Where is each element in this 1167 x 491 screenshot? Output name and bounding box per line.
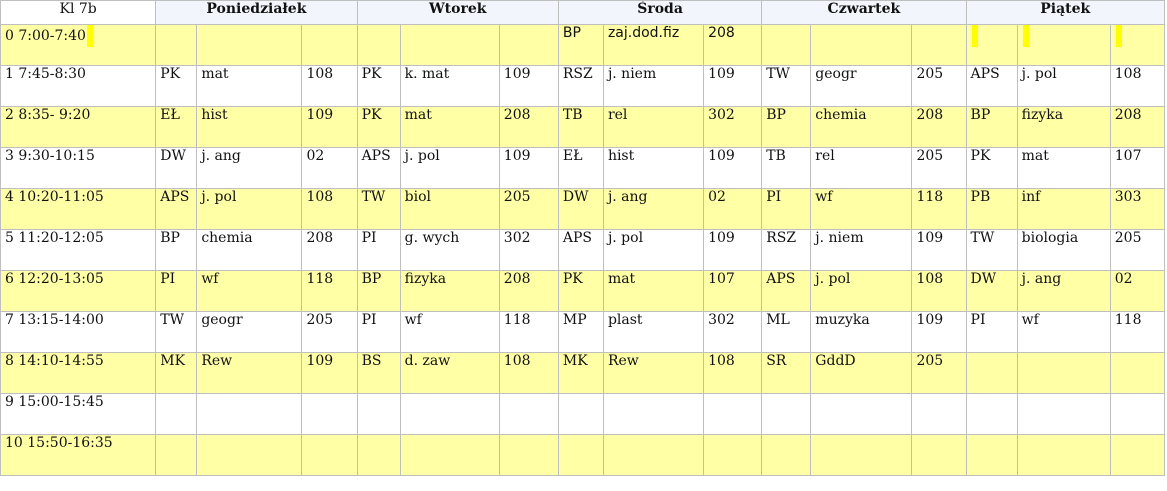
lesson-teacher-wednesday: DW — [558, 189, 603, 230]
lesson-subject-tuesday — [400, 25, 499, 66]
lesson-room-wednesday: 302 — [704, 107, 762, 148]
lesson-room-tuesday: 205 — [499, 189, 558, 230]
lesson-subject-thursday: j. pol — [811, 271, 912, 312]
lesson-subject-thursday — [811, 394, 912, 435]
lesson-teacher-wednesday: APS — [558, 230, 603, 271]
lesson-subject-wednesday: mat — [603, 271, 703, 312]
lesson-time — [1, 271, 156, 312]
lesson-subject-tuesday: j. pol — [400, 148, 499, 189]
lesson-room-monday: 109 — [302, 107, 357, 148]
lesson-subject-wednesday — [603, 435, 703, 476]
day-header-thursday: Czwartek — [762, 1, 966, 25]
lesson-teacher-thursday: ML — [762, 312, 811, 353]
lesson-room-friday: 107 — [1110, 148, 1164, 189]
lesson-room-wednesday: 109 — [704, 66, 762, 107]
lesson-room-thursday: 208 — [912, 107, 966, 148]
lesson-time — [1, 353, 156, 394]
lesson-time-label: 7 13:15-14:00 — [5, 312, 104, 328]
lesson-teacher-tuesday: PK — [357, 107, 400, 148]
lesson-room-friday: 205 — [1110, 230, 1164, 271]
lesson-teacher-monday — [156, 394, 197, 435]
day-header-wednesday: Środa — [558, 1, 761, 25]
lesson-subject-friday: inf — [1017, 189, 1110, 230]
lesson-subject-friday: j. ang — [1017, 271, 1110, 312]
highlight-marker — [1116, 25, 1122, 47]
day-header-tuesday: Wtorek — [357, 1, 558, 25]
lesson-time-label: 6 12:20-13:05 — [5, 271, 104, 287]
lesson-room-tuesday — [499, 25, 558, 66]
lesson-teacher-friday: DW — [966, 271, 1017, 312]
lesson-teacher-monday: TW — [156, 312, 197, 353]
lesson-teacher-monday: APS — [156, 189, 197, 230]
lesson-room-monday — [302, 435, 357, 476]
lesson-subject-wednesday: plast — [603, 312, 703, 353]
lesson-teacher-tuesday: PI — [357, 230, 400, 271]
lesson-room-thursday — [912, 394, 966, 435]
lesson-subject-friday — [1017, 435, 1110, 476]
lesson-teacher-monday: EŁ — [156, 107, 197, 148]
lesson-subject-wednesday: Rew — [603, 353, 703, 394]
highlight-marker — [1023, 25, 1029, 47]
highlight-marker — [972, 25, 978, 47]
lesson-teacher-monday: DW — [156, 148, 197, 189]
lesson-subject-monday — [197, 25, 302, 66]
lesson-subject-thursday: wf — [811, 189, 912, 230]
lesson-room-friday: 108 — [1110, 66, 1164, 107]
lesson-subject-thursday: muzyka — [811, 312, 912, 353]
lesson-room-friday — [1110, 435, 1164, 476]
lesson-subject-friday: fizyka — [1017, 107, 1110, 148]
lesson-room-monday: 108 — [302, 66, 357, 107]
lesson-teacher-thursday: PI — [762, 189, 811, 230]
lesson-subject-monday: j. pol — [197, 189, 302, 230]
lesson-teacher-tuesday: APS — [357, 148, 400, 189]
lesson-subject-monday: wf — [197, 271, 302, 312]
lesson-teacher-friday: PI — [966, 312, 1017, 353]
lesson-room-thursday: 109 — [912, 230, 966, 271]
lesson-teacher-tuesday: PI — [357, 312, 400, 353]
lesson-subject-tuesday: g. wych — [400, 230, 499, 271]
lesson-teacher-wednesday: MK — [558, 353, 603, 394]
lesson-room-tuesday: 108 — [499, 353, 558, 394]
lesson-room-thursday: 109 — [912, 312, 966, 353]
lesson-teacher-thursday — [762, 435, 811, 476]
lesson-teacher-monday — [156, 435, 197, 476]
lesson-teacher-monday: MK — [156, 353, 197, 394]
lesson-room-tuesday: 208 — [499, 107, 558, 148]
lesson-teacher-thursday: TW — [762, 66, 811, 107]
lesson-room-tuesday — [499, 394, 558, 435]
lesson-subject-wednesday: j. ang — [603, 189, 703, 230]
class-label: Kl 7b — [1, 1, 156, 25]
lesson-subject-wednesday: hist — [603, 148, 703, 189]
lesson-row — [1, 394, 1165, 435]
lesson-room-wednesday: 109 — [704, 148, 762, 189]
lesson-subject-friday: biologia — [1017, 230, 1110, 271]
lesson-room-monday: 02 — [302, 148, 357, 189]
lesson-teacher-thursday: APS — [762, 271, 811, 312]
lesson-room-friday: 02 — [1110, 271, 1164, 312]
lesson-room-thursday: 205 — [912, 66, 966, 107]
lesson-room-tuesday: 109 — [499, 148, 558, 189]
lesson-teacher-friday — [966, 435, 1017, 476]
lesson-teacher-tuesday: BS — [357, 353, 400, 394]
lesson-subject-thursday: geogr — [811, 66, 912, 107]
lesson-teacher-friday: PB — [966, 189, 1017, 230]
lesson-teacher-wednesday: EŁ — [558, 148, 603, 189]
lesson-subject-thursday: j. niem — [811, 230, 912, 271]
lesson-subject-tuesday — [400, 394, 499, 435]
lesson-teacher-wednesday: BP — [558, 25, 603, 66]
lesson-room-thursday — [912, 435, 966, 476]
lesson-time — [1, 230, 156, 271]
lesson-room-monday: 205 — [302, 312, 357, 353]
lesson-room-friday: 303 — [1110, 189, 1164, 230]
lesson-subject-monday: mat — [197, 66, 302, 107]
lesson-room-thursday: 205 — [912, 148, 966, 189]
lesson-subject-wednesday: j. pol — [603, 230, 703, 271]
lesson-subject-thursday — [811, 25, 912, 66]
lesson-room-monday: 208 — [302, 230, 357, 271]
lesson-subject-tuesday: d. zaw — [400, 353, 499, 394]
lesson-time-label: 10 15:50-16:35 — [5, 435, 113, 451]
lesson-subject-tuesday: k. mat — [400, 66, 499, 107]
lesson-row — [1, 25, 1165, 66]
lesson-subject-monday — [197, 435, 302, 476]
lesson-room-wednesday — [704, 435, 762, 476]
lesson-teacher-friday — [966, 353, 1017, 394]
lesson-row — [1, 189, 1165, 230]
lesson-time — [1, 435, 156, 476]
lesson-room-wednesday — [704, 394, 762, 435]
lesson-teacher-wednesday — [558, 394, 603, 435]
lesson-subject-friday — [1017, 25, 1110, 66]
lesson-teacher-tuesday: TW — [357, 189, 400, 230]
lesson-room-thursday: 108 — [912, 271, 966, 312]
lesson-time-label: 9 15:00-15:45 — [5, 394, 104, 410]
lesson-subject-monday: chemia — [197, 230, 302, 271]
lesson-room-tuesday: 118 — [499, 312, 558, 353]
lesson-row — [1, 353, 1165, 394]
lesson-teacher-thursday: TB — [762, 148, 811, 189]
lesson-time — [1, 148, 156, 189]
lesson-subject-monday: j. ang — [197, 148, 302, 189]
lesson-teacher-thursday: SR — [762, 353, 811, 394]
lesson-room-wednesday: 302 — [704, 312, 762, 353]
lesson-teacher-tuesday — [357, 394, 400, 435]
lesson-subject-monday — [197, 394, 302, 435]
lesson-room-wednesday: 108 — [704, 353, 762, 394]
lesson-row — [1, 230, 1165, 271]
lesson-room-thursday: 205 — [912, 353, 966, 394]
lesson-room-thursday — [912, 25, 966, 66]
lesson-time — [1, 66, 156, 107]
lesson-room-monday — [302, 394, 357, 435]
lesson-subject-wednesday: rel — [603, 107, 703, 148]
lesson-room-tuesday — [499, 435, 558, 476]
lesson-subject-wednesday — [603, 394, 703, 435]
lesson-time — [1, 189, 156, 230]
lesson-row — [1, 271, 1165, 312]
lesson-time — [1, 312, 156, 353]
lesson-time-label: 5 11:20-12:05 — [5, 230, 104, 246]
lesson-time-label: 0 7:00-7:40 — [5, 28, 86, 44]
lesson-room-wednesday: 02 — [704, 189, 762, 230]
lesson-room-thursday: 118 — [912, 189, 966, 230]
lesson-room-monday: 109 — [302, 353, 357, 394]
lesson-row — [1, 312, 1165, 353]
lesson-teacher-tuesday — [357, 435, 400, 476]
lesson-teacher-thursday — [762, 394, 811, 435]
lesson-teacher-monday: PI — [156, 271, 197, 312]
lesson-teacher-wednesday: MP — [558, 312, 603, 353]
lesson-subject-thursday: chemia — [811, 107, 912, 148]
lesson-subject-friday: mat — [1017, 148, 1110, 189]
lesson-teacher-tuesday — [357, 25, 400, 66]
lesson-room-friday — [1110, 25, 1164, 66]
lesson-teacher-friday — [966, 25, 1017, 66]
lesson-teacher-monday: PK — [156, 66, 197, 107]
lesson-subject-monday: Rew — [197, 353, 302, 394]
lesson-room-wednesday: 109 — [704, 230, 762, 271]
lesson-teacher-wednesday: RSZ — [558, 66, 603, 107]
lesson-teacher-wednesday: TB — [558, 107, 603, 148]
lesson-subject-tuesday — [400, 435, 499, 476]
lesson-subject-monday: geogr — [197, 312, 302, 353]
header-row — [1, 1, 1165, 25]
lesson-room-tuesday: 208 — [499, 271, 558, 312]
lesson-subject-tuesday: mat — [400, 107, 499, 148]
lesson-teacher-tuesday: BP — [357, 271, 400, 312]
lesson-teacher-thursday: BP — [762, 107, 811, 148]
lesson-subject-tuesday: fizyka — [400, 271, 499, 312]
lesson-row — [1, 66, 1165, 107]
lesson-teacher-thursday: RSZ — [762, 230, 811, 271]
lesson-room-friday: 118 — [1110, 312, 1164, 353]
lesson-room-monday: 108 — [302, 189, 357, 230]
lesson-time-label: 1 7:45-8:30 — [5, 66, 86, 82]
lesson-teacher-friday: TW — [966, 230, 1017, 271]
lesson-subject-friday — [1017, 394, 1110, 435]
lesson-teacher-thursday — [762, 25, 811, 66]
lesson-time-label: 4 10:20-11:05 — [5, 189, 104, 205]
lesson-teacher-tuesday: PK — [357, 66, 400, 107]
lesson-teacher-friday: APS — [966, 66, 1017, 107]
lesson-teacher-friday: PK — [966, 148, 1017, 189]
lesson-subject-tuesday: wf — [400, 312, 499, 353]
lesson-time — [1, 25, 156, 66]
lesson-room-friday — [1110, 353, 1164, 394]
lesson-time-label: 2 8:35- 9:20 — [5, 107, 91, 123]
lesson-room-wednesday: 208 — [704, 25, 762, 66]
day-header-monday: Poniedziałek — [156, 1, 357, 25]
lesson-room-wednesday: 107 — [704, 271, 762, 312]
lesson-teacher-monday: BP — [156, 230, 197, 271]
lesson-row — [1, 107, 1165, 148]
lesson-teacher-monday — [156, 25, 197, 66]
lesson-room-friday: 208 — [1110, 107, 1164, 148]
lesson-time-label: 3 9:30-10:15 — [5, 148, 95, 164]
lesson-room-monday — [302, 25, 357, 66]
lesson-subject-wednesday: j. niem — [603, 66, 703, 107]
lesson-time — [1, 107, 156, 148]
timetable-body — [1, 25, 1165, 476]
lesson-subject-friday: wf — [1017, 312, 1110, 353]
highlight-marker — [87, 25, 93, 47]
day-header-friday: Piątek — [966, 1, 1164, 25]
lesson-row — [1, 435, 1165, 476]
lesson-row — [1, 148, 1165, 189]
lesson-time-label: 8 14:10-14:55 — [5, 353, 104, 369]
lesson-teacher-friday — [966, 394, 1017, 435]
lesson-teacher-wednesday: PK — [558, 271, 603, 312]
lesson-subject-thursday: GddD — [811, 353, 912, 394]
lesson-subject-friday — [1017, 353, 1110, 394]
lesson-room-tuesday: 109 — [499, 66, 558, 107]
lesson-subject-friday: j. pol — [1017, 66, 1110, 107]
lesson-subject-tuesday: biol — [400, 189, 499, 230]
lesson-teacher-wednesday — [558, 435, 603, 476]
lesson-room-tuesday: 302 — [499, 230, 558, 271]
lesson-subject-wednesday: zaj.dod.fiz — [603, 25, 703, 66]
lesson-room-friday — [1110, 394, 1164, 435]
lesson-subject-monday: hist — [197, 107, 302, 148]
lesson-subject-thursday: rel — [811, 148, 912, 189]
lesson-subject-thursday — [811, 435, 912, 476]
lesson-room-monday: 118 — [302, 271, 357, 312]
lesson-teacher-friday: BP — [966, 107, 1017, 148]
lesson-time — [1, 394, 156, 435]
